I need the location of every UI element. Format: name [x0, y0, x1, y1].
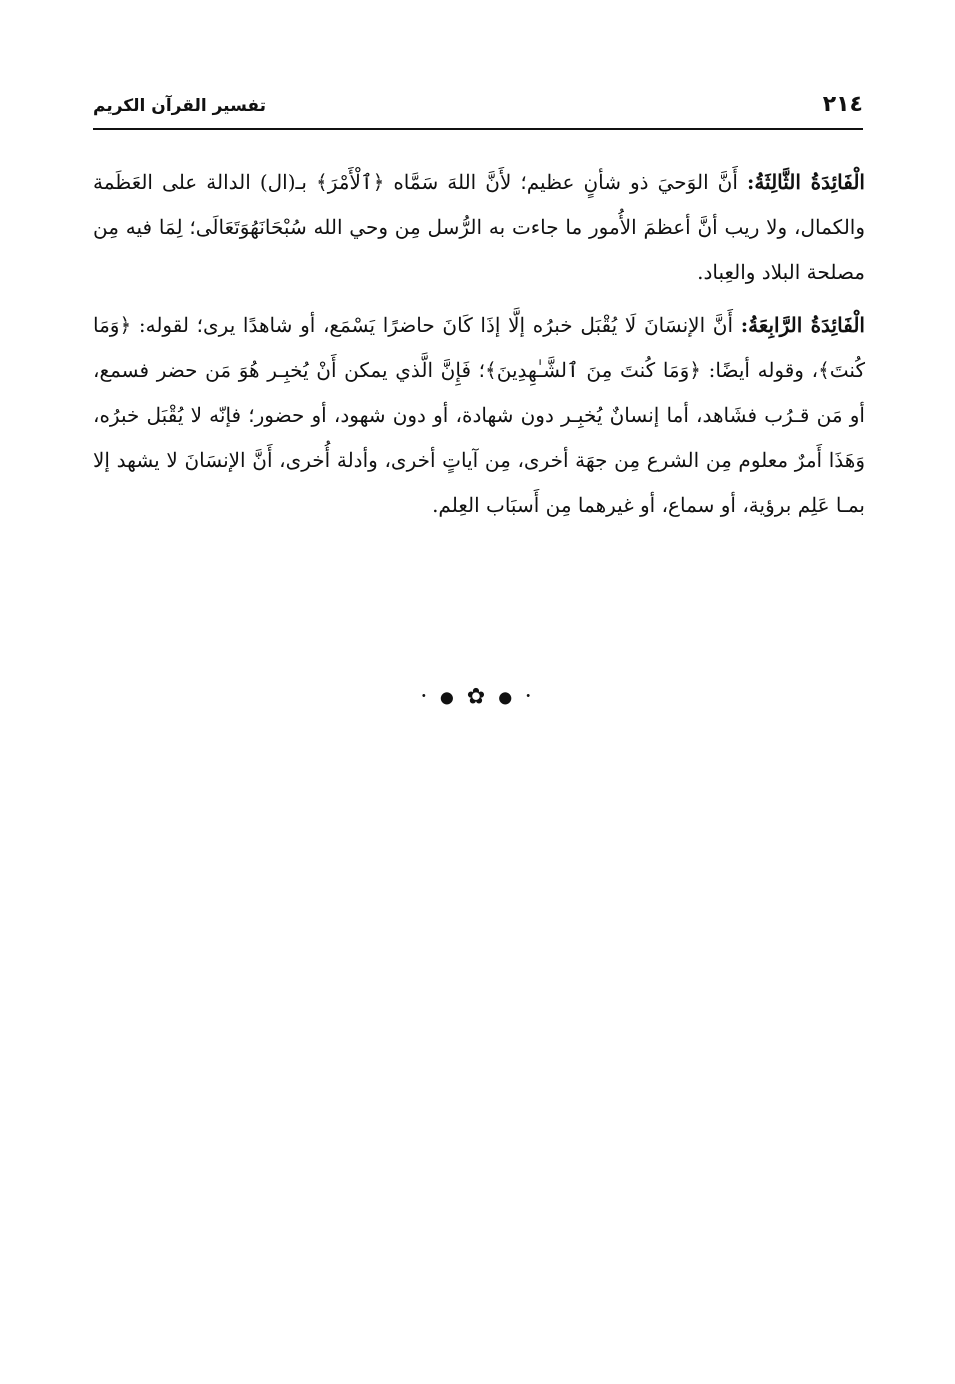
paragraph-fourth-benefit [93, 303, 865, 528]
page-number: ٢١٤ [822, 92, 863, 117]
page-body [93, 160, 865, 536]
section-end-ornament [0, 684, 955, 710]
book-title: تفسير القرآن الكريم [93, 96, 267, 116]
ornament-dot: • [525, 691, 535, 703]
flower-icon: ✿ [466, 684, 489, 710]
ornament-dot: ● [439, 687, 457, 707]
paragraph-third-benefit [93, 160, 865, 295]
ornament-dot: • [420, 691, 430, 703]
paragraph-heading: الْفَائِدَةُ الرَّابِعَةُ: [740, 313, 865, 337]
paragraph-text: أَنَّ الإنسَانَ لَا يُقْبَل خبرُه إلَّا إذَا كَانَ حاضرًا يَسْمَع، أو شاهدًا يرى؛ لقوله: ﴿وَمَا كُنتَ﴾، وقوله أيضًا: ﴿وَمَا كُنتَ مِنَ ٱلشَّـٰهِدِينَ﴾؛ فَإِنَّ الَّذي يمكن أَنْ يُخبِـر هُوَ مَن حضر فسمع، أو مَن قـرُب فشَاهد، أما إنسانٌ يُخبِـر دون شهادة، أو دون شهود، أو حضور؛ فإنّه لا يُقْبَل خبرُه، وَهَذَا أَمرٌ معلوم مِن الشرع مِن جهَة أخرى، مِن آياتٍ أخرى، وأدلة أُخرى، أَنَّ الإنسَانَ لا يشهد إلا بمـا عَلِم برؤية، أو سماع، أو غيرهما مِن أَسبَاب العِلم. [93, 313, 865, 517]
paragraph-text: أَنَّ الوَحيَ ذو شأنٍ عظيم؛ لأَنَّ اللهَ سَمَّاه ﴿ٱلْأَمْرَ﴾ بـ(ال) الدالة على العَظَمة والكمال، ولا ريب أنَّ أعظمَ الأُمور ما جاءت به الرُّسل مِن وحي الله سُبْحَانَهُوَتَعَالَى؛ لِمَا فيه مِن مصلحة البلاد والعِباد. [93, 170, 865, 284]
ornament-dot: ● [498, 687, 516, 707]
page-header [93, 86, 863, 130]
paragraph-heading: الْفَائِدَةُ الثَّالِثَةُ: [746, 170, 865, 194]
